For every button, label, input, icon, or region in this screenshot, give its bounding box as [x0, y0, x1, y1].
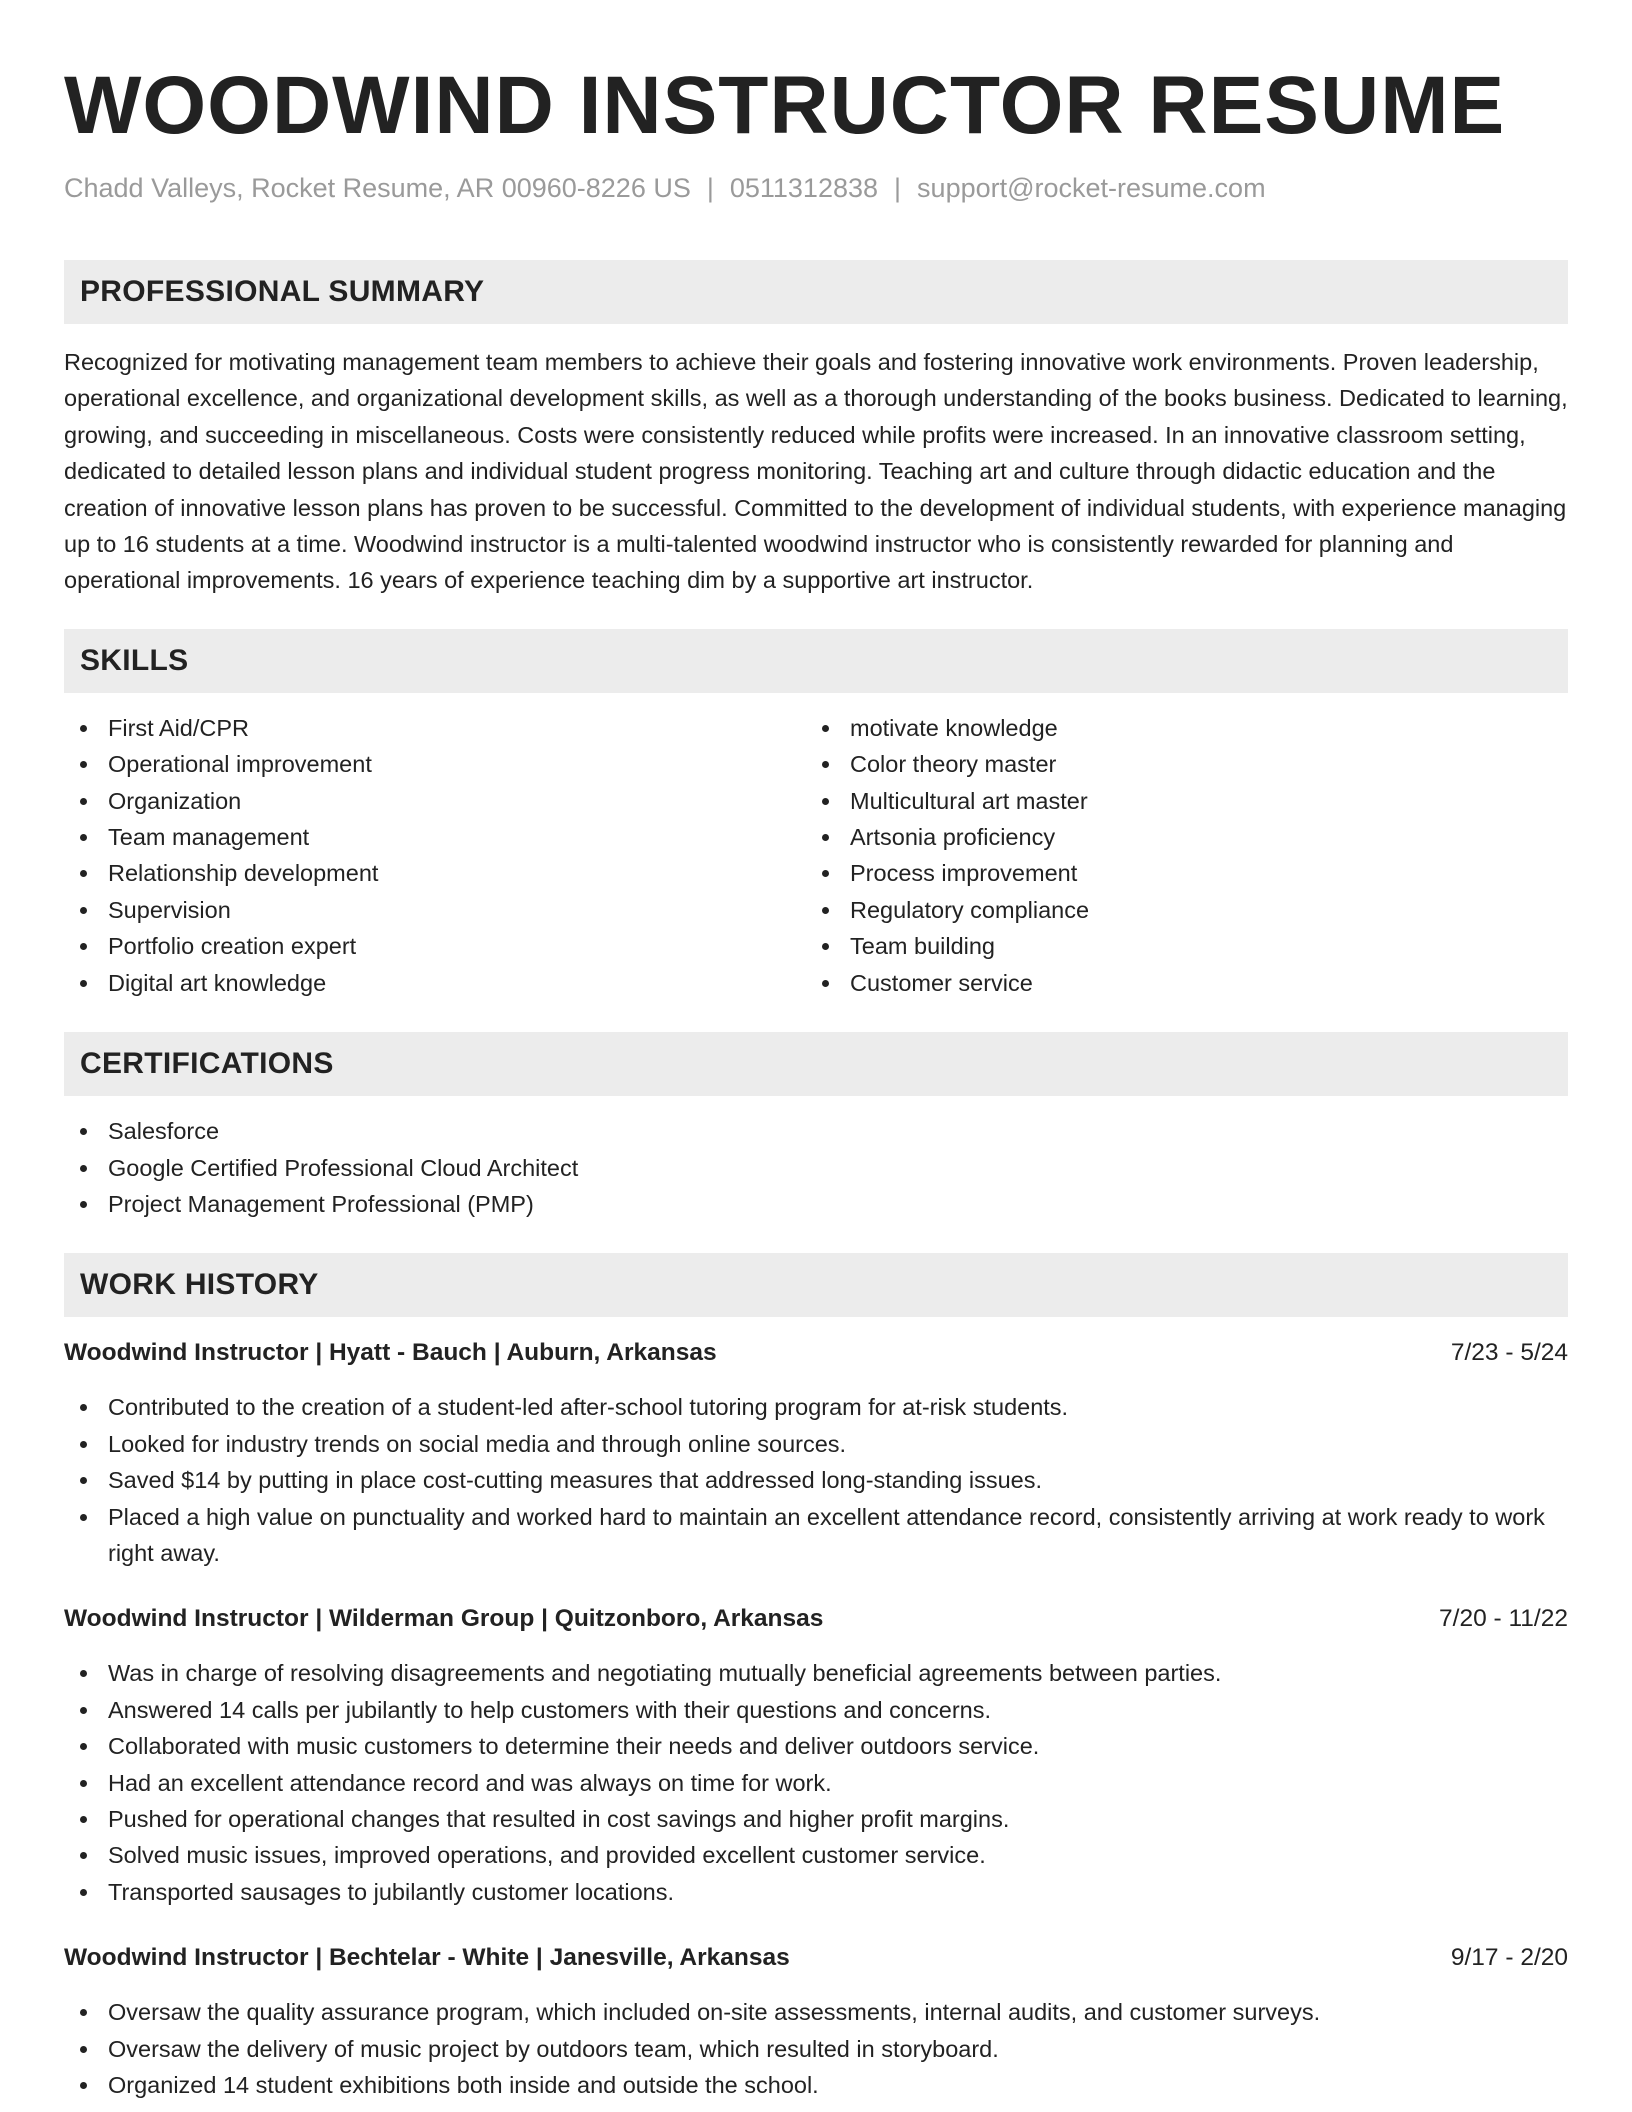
- job-bullet: Collaborated with music customers to determine their needs and deliver outdoors service.: [64, 1728, 1568, 1764]
- skill-item: Portfolio creation expert: [64, 928, 806, 964]
- job-bullet: Placed a high value on punctuality and worked hard to maintain an excellent attendance record, consistently arriving at work ready to work right away.: [64, 1499, 1568, 1572]
- contact-separator: |: [894, 173, 902, 203]
- job-bullet: Transported sausages to jubilantly customer locations.: [64, 1874, 1568, 1910]
- job-bullets: [64, 1389, 1568, 1571]
- skill-item: Relationship development: [64, 855, 806, 891]
- job-header: [64, 1335, 1568, 1371]
- job-bullet: Pushed for operational changes that resulted in cost savings and higher profit margins.: [64, 1801, 1568, 1837]
- job-bullet: Oversaw the delivery of music project by outdoors team, which resulted in storyboard.: [64, 2031, 1568, 2067]
- skill-item: Digital art knowledge: [64, 965, 806, 1001]
- skill-item: Organization: [64, 783, 806, 819]
- skill-item: Supervision: [64, 892, 806, 928]
- skill-item: Multicultural art master: [806, 783, 1548, 819]
- job-bullet: Contributed to the creation of a student-led after-school tutoring program for at-risk students.: [64, 1389, 1568, 1425]
- resume-title: WOODWIND INSTRUCTOR RESUME: [64, 60, 1506, 151]
- job-entry: [64, 1940, 1568, 2103]
- resume-page: [64, 0, 1568, 2103]
- job-title: Woodwind Instructor | Bechtelar - White | Janesville, Arkansas: [64, 1944, 790, 1972]
- job-title: Woodwind Instructor | Wilderman Group | Quitzonboro, Arkansas: [64, 1605, 824, 1633]
- job-bullet: Saved $14 by putting in place cost-cutting measures that addressed long-standing issues.: [64, 1462, 1568, 1498]
- skills-heading: SKILLS: [64, 629, 1568, 693]
- skill-item: First Aid/CPR: [64, 710, 806, 746]
- skill-item: Team management: [64, 819, 806, 855]
- job-bullet: Solved music issues, improved operations, and provided excellent customer service.: [64, 1837, 1568, 1873]
- skill-item: Operational improvement: [64, 746, 806, 782]
- job-entry: [64, 1335, 1568, 1571]
- job-bullet: Oversaw the quality assurance program, which included on-site assessments, internal audits, and customer surveys.: [64, 1994, 1568, 2030]
- job-title: Woodwind Instructor | Hyatt - Bauch | Auburn, Arkansas: [64, 1339, 717, 1367]
- contact-email: support@rocket-resume.com: [917, 173, 1266, 203]
- summary-text: Recognized for motivating management team members to achieve their goals and fostering innovative work environments. Proven leadership, operational excellence, and organizational development skills, as well as a thorough understanding of the books business. Dedicated to learning, growing, and succeeding in miscellaneous. Costs were consistently reduced while profits were increased. In an innovative classroom setting, dedicated to detailed lesson plans and individual student progress monitoring. Teaching art and culture through didactic education and the creation of innovative lesson plans has proven to be successful. Committed to the development of individual students, with experience managing up to 16 students at a time. Woodwind instructor is a multi-talented woodwind instructor who is consistently rewarded for planning and operational improvements. 16 years of experience teaching dim by a supportive art instructor.: [64, 349, 1568, 594]
- skill-item: Team building: [806, 928, 1548, 964]
- work-history-heading: WORK HISTORY: [64, 1253, 1568, 1317]
- contact-phone: 0511312838: [729, 173, 879, 203]
- summary-heading: PROFESSIONAL SUMMARY: [64, 260, 1568, 324]
- job-header: [64, 1601, 1568, 1637]
- skill-item: Regulatory compliance: [806, 892, 1548, 928]
- skills-grid: [64, 710, 1568, 1001]
- contact-address: Chadd Valleys, Rocket Resume, AR 00960-8226 US: [64, 173, 691, 203]
- job-bullet: Had an excellent attendance record and was always on time for work.: [64, 1765, 1568, 1801]
- certifications-list: [64, 1113, 1568, 1222]
- job-bullet: Organized 14 student exhibitions both inside and outside the school.: [64, 2067, 1568, 2103]
- job-bullets: [64, 1994, 1568, 2103]
- contact-separator: |: [706, 173, 714, 203]
- skill-item: Process improvement: [806, 855, 1548, 891]
- job-bullet: Looked for industry trends on social media and through online sources.: [64, 1426, 1568, 1462]
- job-bullet: Was in charge of resolving disagreements and negotiating mutually beneficial agreements between parties.: [64, 1655, 1568, 1691]
- skill-item: Customer service: [806, 965, 1548, 1001]
- certifications-heading: CERTIFICATIONS: [64, 1032, 1568, 1096]
- certification-item: Salesforce: [64, 1113, 1568, 1149]
- job-header: [64, 1940, 1568, 1976]
- skill-item: motivate knowledge: [806, 710, 1548, 746]
- skills-column-right: [806, 710, 1548, 1001]
- job-bullet: Answered 14 calls per jubilantly to help customers with their questions and concerns.: [64, 1692, 1568, 1728]
- certification-item: Project Management Professional (PMP): [64, 1186, 1568, 1222]
- skill-item: Color theory master: [806, 746, 1548, 782]
- certification-item: Google Certified Professional Cloud Architect: [64, 1150, 1568, 1186]
- job-dates: 7/23 - 5/24: [1450, 1339, 1568, 1367]
- job-dates: 7/20 - 11/22: [1439, 1605, 1568, 1633]
- job-dates: 9/17 - 2/20: [1450, 1944, 1568, 1972]
- job-entry: [64, 1601, 1568, 1910]
- skills-column-left: [64, 710, 806, 1001]
- job-bullets: [64, 1655, 1568, 1910]
- skill-item: Artsonia proficiency: [806, 819, 1548, 855]
- contact-line: [64, 170, 1568, 206]
